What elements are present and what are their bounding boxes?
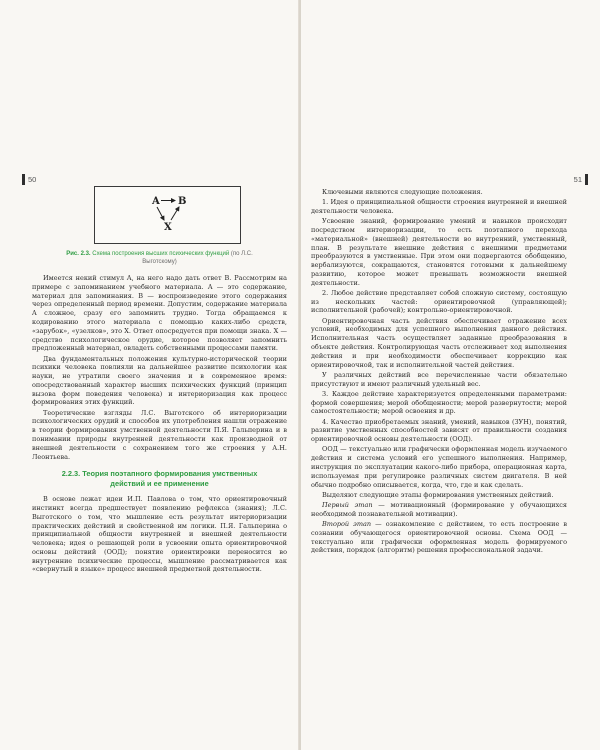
paragraph: Имеется некий стимул A, на него надо дать ответ B. Рассмотрим на примере с запоминанием учебного материала. A — это содержание, материал для запоминания. B — воспроизведение этого содержания через определенный период времени. Допустим, содержание материала A сложное, сразу его запомнить трудно. Тогда обращаемся к кодированию этого материала с помощью каких-либо средств, «зарубок», «узелков», это X. Ответ опосредуется при помощи знака. X — средство психологическое орудие, которое позволяет запомнить предложенный материал, овладеть собственными процессами памяти.: [32, 274, 287, 353]
arrow-x-to-b: [171, 207, 179, 220]
caption-author: (по Л.С. Выготскому): [142, 251, 253, 266]
paragraph: ООД — текстуально или графически оформленная модель изучаемого действия и система условий его успешного выполнения. Например, инструкция по эксплуатации какого-либо прибора, операционная карта, используемая при регулировке различных систем двигателя. В ней обычно подробно описывается, когда, что, где и как сделать.: [311, 445, 567, 489]
section-heading: 2.2.3. Теория поэтапного формирования умственных действий и ее применение: [61, 469, 258, 489]
caption-text: Схема построения высших психических функций: [92, 251, 230, 257]
stage-text: — ознакомление с действием, то есть построение в сознании обучающегося ориентировочной основы. Схема ООД — текстуально или графически оформленная модель формируемого действия, порядок (алгоритм) решения профессиональной задачи.: [311, 520, 568, 555]
figure-scheme: [94, 186, 241, 244]
paragraph: 3. Каждое действие характеризуется определенными параметрами: формой совершения; мерой обобщенности; мерой развернутости; мерой самостоятельности; мерой освоения и др.: [311, 389, 567, 416]
intro-paragraph: Ключевыми являются следующие положения.: [322, 188, 483, 196]
scheme-node-x: X: [164, 222, 172, 233]
paragraph: 1. Идея о принципиальной общности строения внутренней и внешней деятельности человека.: [311, 198, 567, 216]
caption-number: Рис. 2.3.: [66, 251, 91, 257]
page-marker-bar: [22, 174, 25, 185]
page-number-right: [574, 174, 588, 185]
paragraph: Выделяют следующие этапы формирования умственных действий.: [322, 490, 554, 499]
scheme-node-a: A: [152, 196, 160, 207]
paragraph: В основе лежат идеи И.П. Павлова о том, что ориентировочный инстинкт всегда предшествует появлению рефлекса (знания); Л.С. Выготского о том, что мышление есть результат интериоризации практических действий и свойственной им логики. П.Я. Гальперина о принципиальной общности внутренней и внешней деятельности человека; идея о решающей роли в усвоении опыта ориентировочной основы действий (ООД); понятие ориентировки переносится во внутренние психические процессы, мышление рассматривается как «свернутый в языке» процесс внешней предметной деятельности.: [32, 495, 287, 574]
paragraph: Теоретические взгляды Л.С. Выготского об интериоризации психологических орудий и способов их употребления нашли отражение в теории формирования умственной деятельности П.Я. Гальперина и в понимании природы внутренней деятельности как производной от внешней деятельности с сохранением того же строения у А.Н. Леонтьева.: [32, 408, 287, 461]
paragraph: 4. Качество приобретаемых знаний, умений, навыков (ЗУН), понятий, развитие умственных способностей зависят от правильности создания ориентировочной основы деятельности (ООД).: [311, 417, 567, 444]
page-number-text: 50: [28, 175, 37, 184]
left-page: [0, 0, 299, 750]
right-page: [301, 0, 600, 750]
page-number-text: 51: [573, 175, 582, 184]
stage-paragraph: [311, 520, 567, 555]
stage-title: Второй этап: [322, 520, 372, 529]
page-marker-bar: [585, 174, 588, 185]
paragraph: У различных действий все перечисленные части обязательно присутствуют и имеют различный удельный вес.: [311, 370, 567, 388]
scheme-diagram: [95, 187, 240, 243]
stage-text: — мотивационный (формирование у обучающихся необходимой познавательной мотивации).: [311, 501, 568, 518]
figure-caption: [50, 250, 269, 266]
arrow-a-to-x: [157, 207, 164, 220]
paragraph: Ориентировочная часть действия обеспечивает отражение всех условий, необходимых для успешного выполнения данного действия. Исполнительная часть осуществляет заданные преобразования в объекте действия. Контролирующая часть отслеживает ход выполнения действия и при необходимости обеспечивает коррекцию как ориентировочной, так и исполнительной частей действия.: [311, 316, 567, 369]
scheme-node-b: B: [178, 196, 187, 207]
stage-paragraph: [311, 501, 567, 519]
paragraph: Усвоение знаний, формирование умений и навыков происходит посредством интериоризации, то есть поэтапного перехода «материальной» (внешней) деятельности во внутренний, умственный, план. В результате внешние действия с внешними предметами преобразуются в умственные. При этом они подвергаются обобщению, вербализуются, сокращаются, становятся готовыми к дальнейшему развитию, которое может превышать возможности внешней деятельности.: [311, 217, 567, 287]
right-column: [311, 188, 567, 557]
paragraph: 2. Любое действие представляет собой сложную систему, состоящую из нескольких частей: ориентировочной (управляющей); исполнительной (рабочей); контрольно-ориентировочной.: [311, 288, 567, 315]
stage-title: Первый этап: [322, 501, 373, 510]
paragraph: Два фундаментальных положения культурно-исторической теории психики человека повлияли на дальнейшее развитие психологии как науки, не утратили своего значения и в современное время: опосредствованный характер высших психических функций (принцип вызова форм поведения человека) и интериоризация как процесс формирования этих функций.: [32, 354, 287, 407]
left-column: [32, 176, 287, 576]
